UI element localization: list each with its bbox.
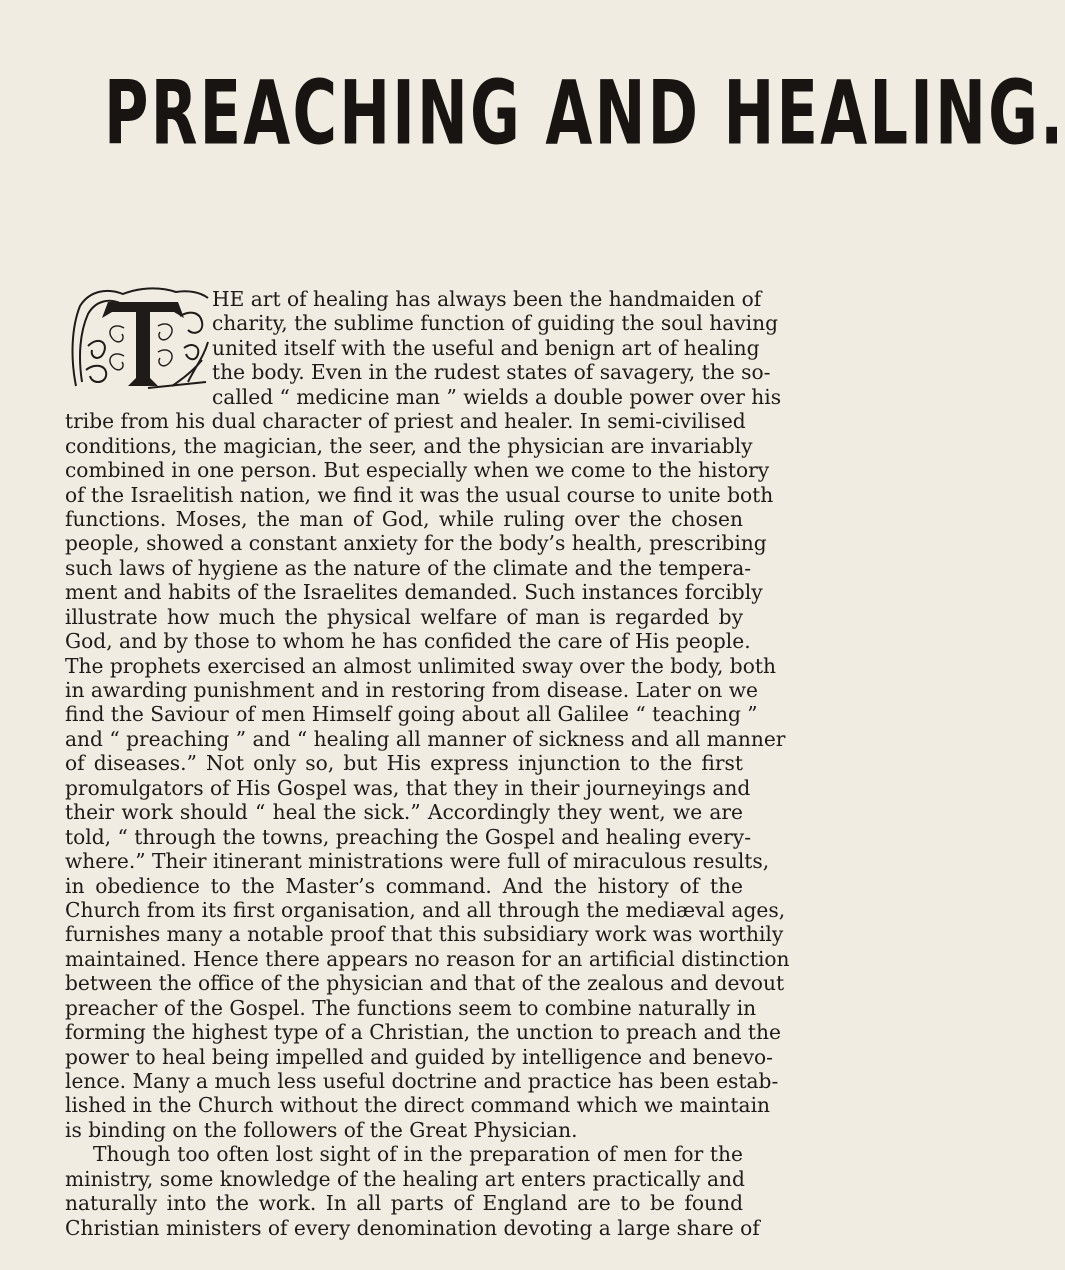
text-line: promulgators of His Gospel was, that they in their journeyings and (65, 775, 751, 800)
text-line: is binding on the followers of the Great Physician. (65, 1117, 578, 1142)
body-text (65, 287, 790, 1240)
text-line: ment and habits of the Israelites demanded. Such instances forcibly (65, 580, 763, 605)
text-line: people, showed a constant anxiety for the body’s health, prescribing (65, 531, 767, 556)
text-line: where.” Their itinerant ministrations were full of miraculous results, (65, 849, 770, 874)
text-line: told, “ through the towns, preaching the Gospel and healing every- (65, 824, 752, 849)
text-line: such laws of hygiene as the nature of the climate and the tempera- (65, 555, 752, 580)
text-line: the body. Even in the rudest states of savagery, the so- (212, 360, 771, 385)
text-line: power to heal being impelled and guided by intelligence and benevo- (65, 1044, 773, 1069)
text-line: lished in the Church without the direct command which we maintain (65, 1093, 771, 1118)
text-line: united itself with the useful and benign art of healing (212, 335, 760, 360)
text-line: in awarding punishment and in restoring from disease. Later on we (65, 678, 758, 702)
text-line: The prophets exercised an almost unlimited sway over the body, both (65, 653, 776, 678)
text-line: lence. Many a much less useful doctrine and practice has been estab- (65, 1069, 779, 1093)
text-line: charity, the sublime function of guiding the soul having (212, 311, 779, 336)
text-line: combined in one person. But especially when we come to the history (65, 458, 770, 483)
text-line: illustrate how much the physical welfare of man is regarded by (65, 604, 743, 629)
text-line: God, and by those to whom he has confided the care of His people. (65, 629, 751, 654)
text-line: tribe from his dual character of priest and healer. In semi-civilised (65, 409, 746, 434)
text-line: of diseases.” Not only so, but His express injunction to the first (65, 751, 743, 776)
text-line: ministry, some knowledge of the healing art enters practically and (65, 1166, 745, 1191)
text-line: called “ medicine man ” wields a double power over his (212, 384, 782, 409)
text-line: in obedience to the Master’s command. And the history of the (65, 873, 743, 898)
text-line: naturally into the work. In all parts of England are to be found (65, 1191, 743, 1216)
text-line: and “ preaching ” and “ healing all manner of sickness and all manner (65, 726, 786, 751)
text-line: between the office of the physician and that of the zealous and devout (65, 971, 785, 996)
text-line: Church from its first organisation, and all through the mediæval ages, (65, 897, 786, 922)
text-line: maintained. Hence there appears no reason for an artificial distinction (65, 946, 790, 971)
text-line: Though too often lost sight of in the preparation of men for the (93, 1142, 743, 1167)
text-line: conditions, the magician, the seer, and the physician are invariably (65, 433, 753, 458)
chapter-title: PREACHING AND HEALING. (104, 62, 1065, 166)
text-line: functions. Moses, the man of God, while ruling over the chosen (65, 506, 743, 531)
text-line: their work should “ heal the sick.” Accordingly they went, we are (65, 800, 743, 825)
text-line: Christian ministers of every denomination devoting a large share of (65, 1215, 760, 1240)
text-line: of the Israelitish nation, we find it was the usual course to unite both (65, 482, 774, 507)
text-line: find the Saviour of men Himself going about all Galilee “ teaching ” (65, 702, 758, 727)
text-line: furnishes many a notable proof that this subsidiary work was worthily (65, 922, 784, 947)
text-line: preacher of the Gospel. The functions seem to combine naturally in (65, 995, 757, 1020)
text-line: forming the highest type of a Christian, the unction to preach and the (65, 1020, 781, 1045)
text-line: HE art of healing has always been the handmaiden of (212, 287, 762, 311)
